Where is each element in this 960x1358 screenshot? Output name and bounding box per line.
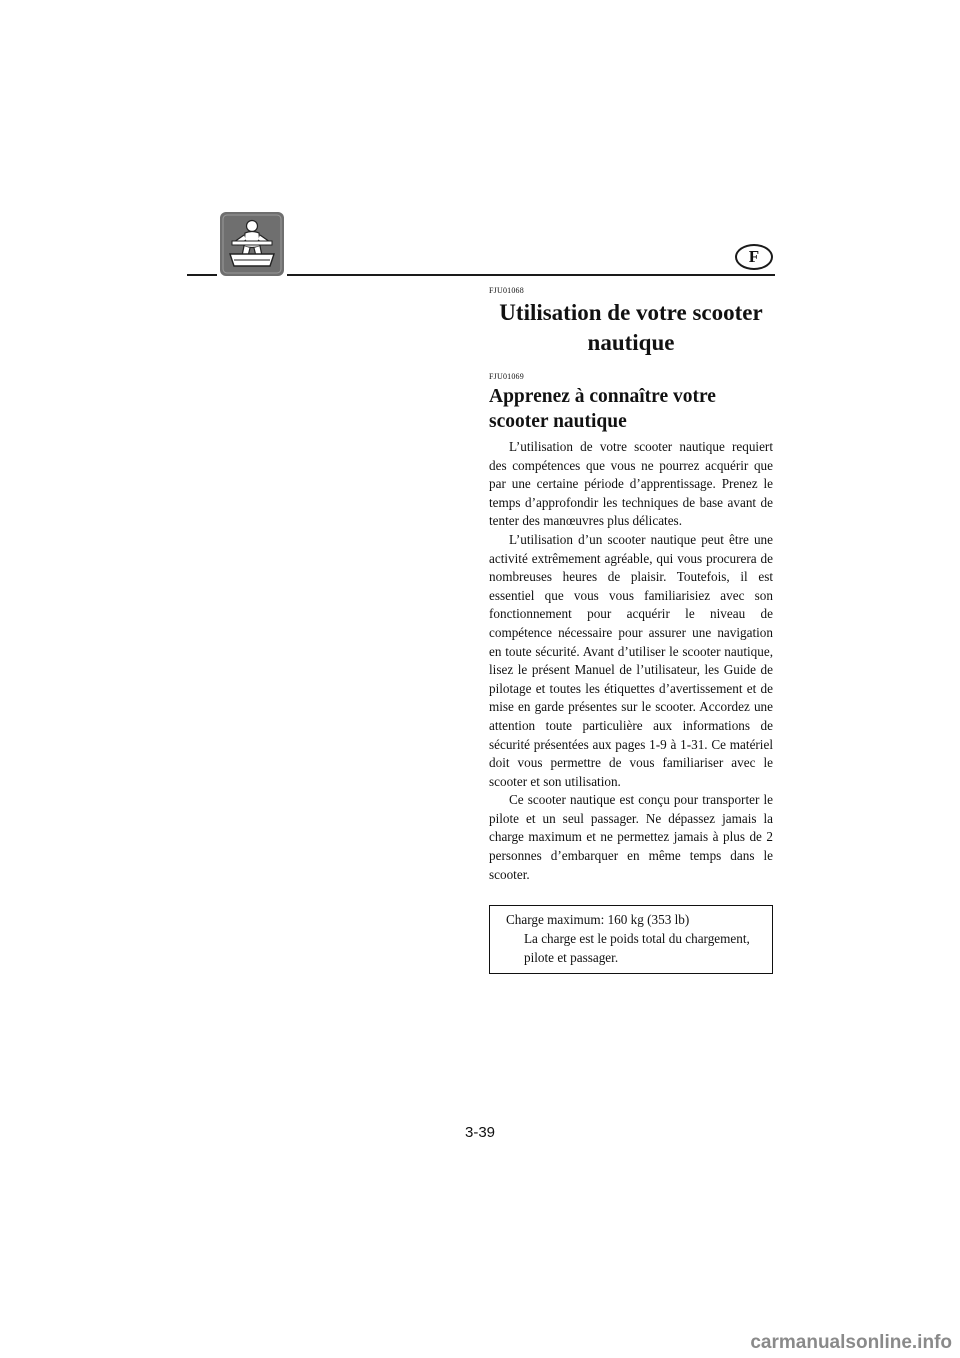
subsection-title: Apprenez à connaître votre scooter nautique <box>489 386 716 432</box>
subsection-code: FJU01069 <box>489 372 524 381</box>
section-title: Utilisation de votre scooter nautique <box>499 300 763 355</box>
body-paragraph: Ce scooter nautique est conçu pour transporter le pilote et un seul passager. Ne dépassez jamais la charge maximum et ne permettez jamais à plus de 2 personnes d’embarquer en même temps dans le scooter. <box>489 792 773 882</box>
body-paragraph: L’utilisation de votre scooter nautique requiert des compétences que vous ne pourrez acquérir que par une certaine période d’apprentissage. Prenez le temps d’approfondir les techniques de base avant de tenter des manœuvres plus délicates. <box>489 439 773 529</box>
language-badge: F <box>735 244 773 270</box>
page-number: 3-39 <box>464 1124 496 1141</box>
content-column <box>489 286 773 974</box>
header-rule-left <box>187 274 217 276</box>
max-load-note: La charge est le poids total du chargement, pilote et passager. <box>524 931 750 966</box>
max-load-spec-box <box>489 905 773 974</box>
body-paragraph: L’utilisation d’un scooter nautique peut être une activité extrêmement agréable, qui vous procurera de nombreuses heures de plaisir. Toutefois, il est essentiel que vous vous familiarisiez avec son fonctionnement pour acquérir le niveau de compétence nécessaire pour assurer une navigation en toute sécurité. Avant d’utiliser le scooter nautique, lisez le présent Manuel de l’utilisateur, les Guide de pilotage et toutes les étiquettes d’avertissement et de mise en garde présentes sur le scooter. Accordez une attention toute particulière aux informations de sécurité présentées aux pages 1-9 à 1-31. Ce matériel doit vous permettre de vous familiariser avec le scooter et son utilisation. <box>489 531 773 789</box>
watercraft-rider-icon <box>220 212 284 276</box>
header-rule-right <box>287 274 775 276</box>
section-code: FJU01068 <box>489 286 524 295</box>
watermark: carmanualsonline.info <box>750 1332 952 1353</box>
max-load-label: Charge maximum: 160 kg (353 lb) <box>506 912 690 928</box>
